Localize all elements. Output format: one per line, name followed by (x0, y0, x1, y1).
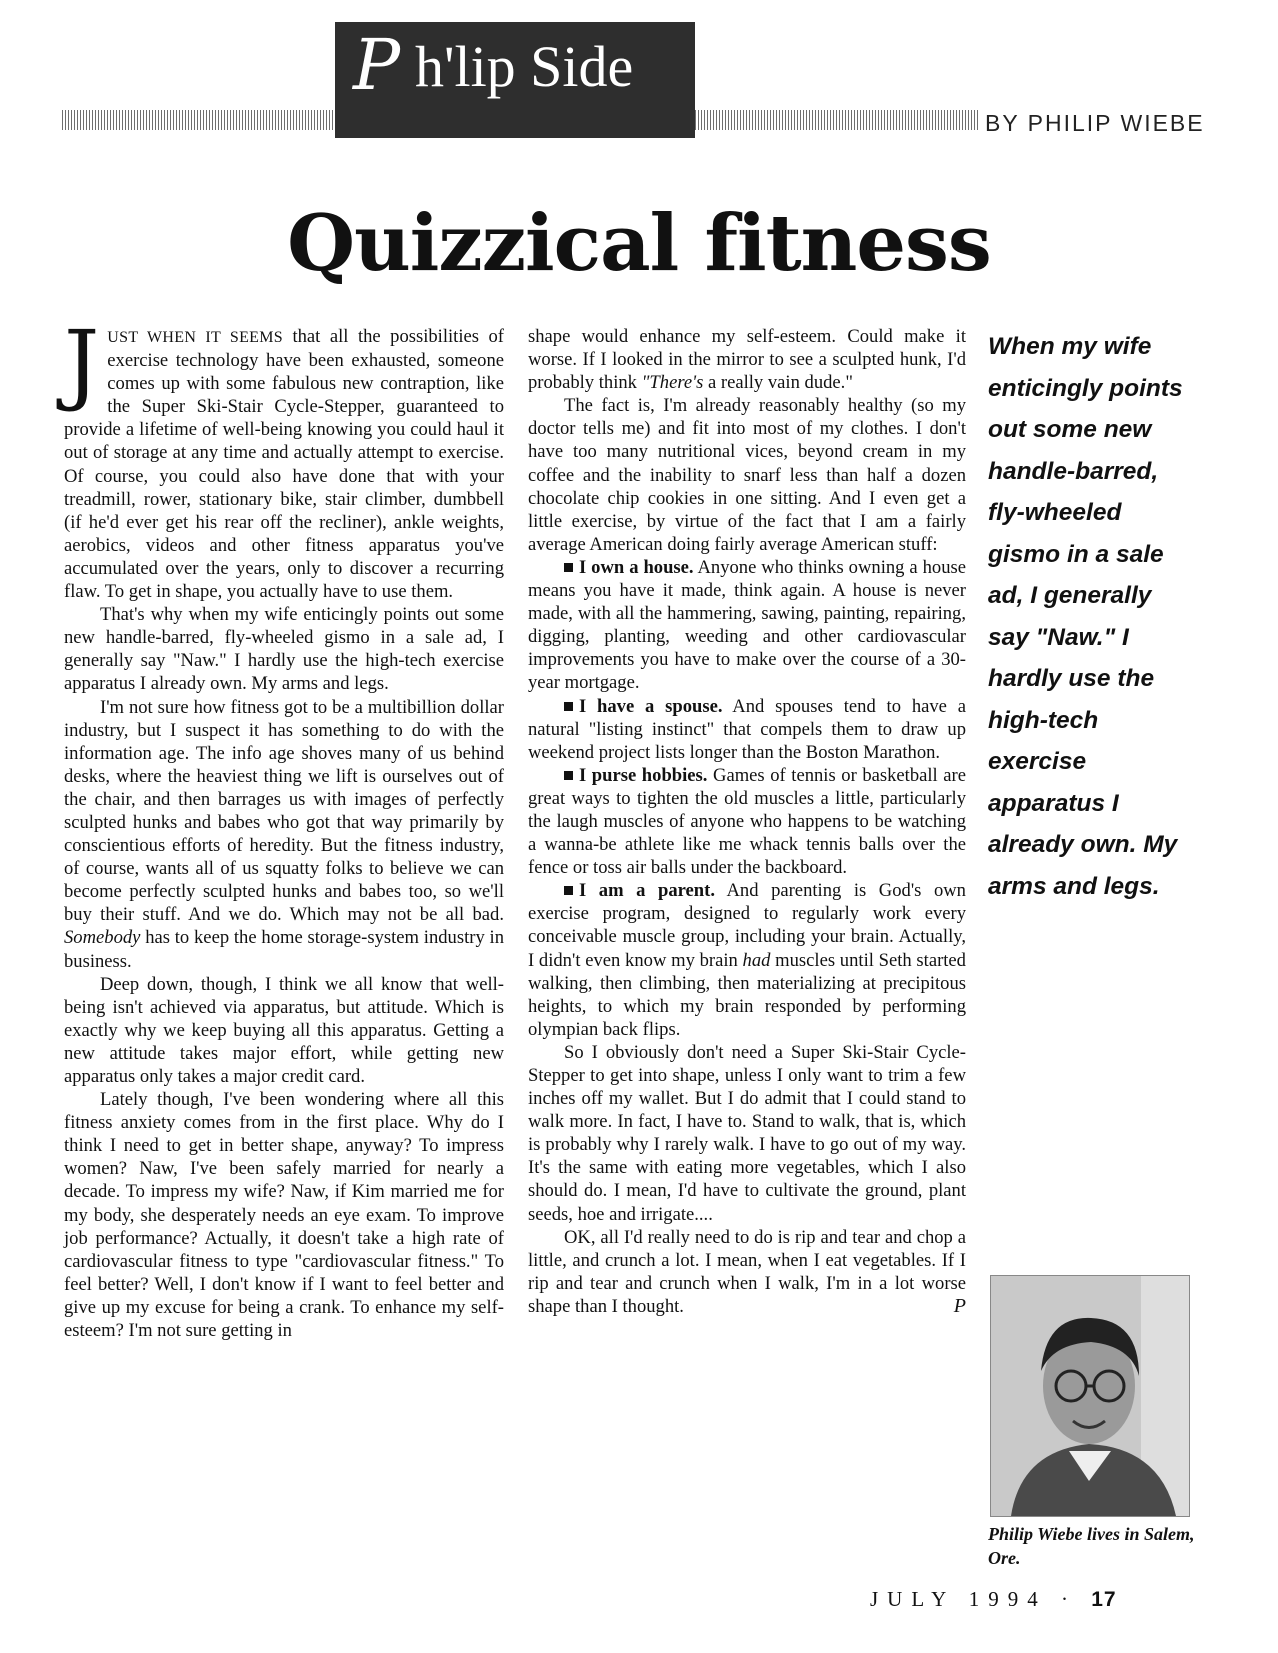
issue-date: JULY 1994 · (870, 1587, 1077, 1611)
drop-cap: J (64, 311, 100, 414)
list-item: I am a parent. And parenting is God's own exercise program, designed to regularly work every conceivable muscle group, including your brain. Actually, I didn't even know my brain had muscles until Seth started walking, then climbing, then materializing at precipitous heights, to which my brain responded by performing olympian back flips. (528, 880, 966, 1040)
square-bullet-icon (564, 702, 573, 711)
page-number: 17 (1091, 1588, 1117, 1611)
portrait-illustration (991, 1276, 1189, 1516)
page-folio (870, 1587, 1117, 1612)
paragraph: OK, all I'd really need to do is rip and tear and chop a little, and crunch a lot. I mean, when I eat vegetables. If I rip and tear and crunch when I walk, I'm in a lot worse shape than I thought. P (528, 1226, 966, 1317)
article-column-2 (528, 325, 966, 1318)
paragraph: Deep down, though, I think we all know that well-being isn't achieved via apparatus, but attitude. Which is exactly why we keep buying all this apparatus. Getting a new attitude takes major effort, while getting new apparatus only takes a major credit card. (64, 973, 504, 1087)
list-item: I purse hobbies. Games of tennis or basketball are great ways to tighten the old muscles a little, particularly the laugh muscles of anyone who happens to be watching a wanna-be athlete like me whack tennis balls over the fence or toss air balls under the backboard. (528, 764, 966, 879)
list-item: I have a spouse. And spouses tend to have a natural "listing instinct" that compels them to draw up weekend project lists longer than the Boston Marathon. (528, 695, 966, 763)
article-headline: Quizzical fitness (287, 198, 991, 289)
paragraph: That's why when my wife enticingly points out some new handle-barred, fly-wheeled gismo in a sale ad, I generally say "Naw." I hardly use the high-tech exercise apparatus I already own. My arms and legs. (64, 604, 504, 695)
list-item: I own a house. Anyone who thinks owning a house means you have it made, think again. A house is never made, with all the hammering, sawing, painting, repairing, digging, planting, weeding and other cardiovascular improvements you have to make over the course of a 30-year mortgage. (528, 556, 966, 694)
byline: BY PHILIP WIEBE (985, 110, 1205, 136)
paragraph: I'm not sure how fitness got to be a multibillion dollar industry, but I suspect it has something to do with the information age. The info age shoves many of us behind desks, where the heaviest thing we lift is ourselves out of the chair, and then barrages us with images of perfectly sculpted hunks and babes who got that way primarily by conscientious efforts of heredity. But the fitness industry, of course, wants all of us squatty folks to believe we can become perfectly sculpted hunks and babes too, so we'll buy their stuff. And we do. Which may not be all bad. Somebody has to keep the home storage-system industry in business. (64, 696, 504, 972)
logo-monogram: P (353, 24, 401, 106)
column-title: h'lip Side (415, 34, 634, 99)
photo-caption: Philip Wiebe lives in Salem, Ore. (988, 1524, 1195, 1568)
square-bullet-icon (564, 563, 573, 572)
column-logo (335, 22, 695, 138)
square-bullet-icon (564, 771, 573, 780)
pull-quote: When my wife enticingly points out some new handle-barred, fly-wheeled gismo in a sale ad, I generally say "Naw." I hardly use the high-tech exercise apparatus I already own. My arms and legs. (988, 333, 1183, 900)
paragraph: shape would enhance my self-esteem. Could make it worse. If I looked in the mirror to see a sculpted hunk, I'd probably think "There's a really vain dude." (528, 326, 966, 394)
article-column-1 (64, 311, 504, 1342)
paragraph: The fact is, I'm already reasonably healthy (so my doctor tells me) and fit into most of my clothes. I don't have too many nutritional vices, beyond cream in my coffee and the inability to snarf less than half a dozen chocolate chip cookies in one sitting. And I even get a little exercise, by virtue of the fact that I am a fairly average American doing fairly average American stuff: (528, 395, 966, 555)
paragraph: So I obviously don't need a Super Ski-Stair Cycle-Stepper to get into shape, unless I only want to trim a few inches off my wallet. But I do admit that I could stand to walk more. In fact, I have to. Stand to walk, that is, which is probably why I rarely walk. I have to go out of my way. It's the same with eating more vegetables, which I also should do. I mean, I'd have to cultivate the ground, plant seeds, hoe and irrigate.... (528, 1041, 966, 1225)
paragraph: Lately though, I've been wondering where all this fitness anxiety comes from in the first place. Why do I think I need to get in better shape, anyway? To impress women? Naw, I've been safely married for nearly a decade. To impress my wife? Naw, if Kim married me for my body, she desperately needs an eye exam. To improve job performance? Actually, it doesn't take a high rate of cardiovascular fitness to type "cardiovascular fitness." To feel better? Well, I don't know if I want to feel better and give up my excuse for being a crank. To enhance my self-esteem? I'm not sure getting in (64, 1089, 504, 1342)
author-photo (990, 1275, 1190, 1517)
square-bullet-icon (564, 886, 573, 895)
end-mark-icon: P (953, 1294, 966, 1317)
paragraph: JUST WHEN IT SEEMS that all the possibilities of exercise technology have been exhausted, someone comes up with some fabulous new contraption, like the Super Ski-Stair Cycle-Stepper, guaranteed to provide a lifetime of well-being knowing you could haul it out of storage at any time and actually attempt to exercise. Of course, you could also have done that with your treadmill, rower, stationary bike, stair climber, dumbbell (if he'd ever get his rear off the recliner), ankle weights, aerobics, videos and other fitness apparatus you've accumulated over the years, only to discover a recurring flaw. To get in shape, you actually have to use them. (64, 311, 504, 603)
